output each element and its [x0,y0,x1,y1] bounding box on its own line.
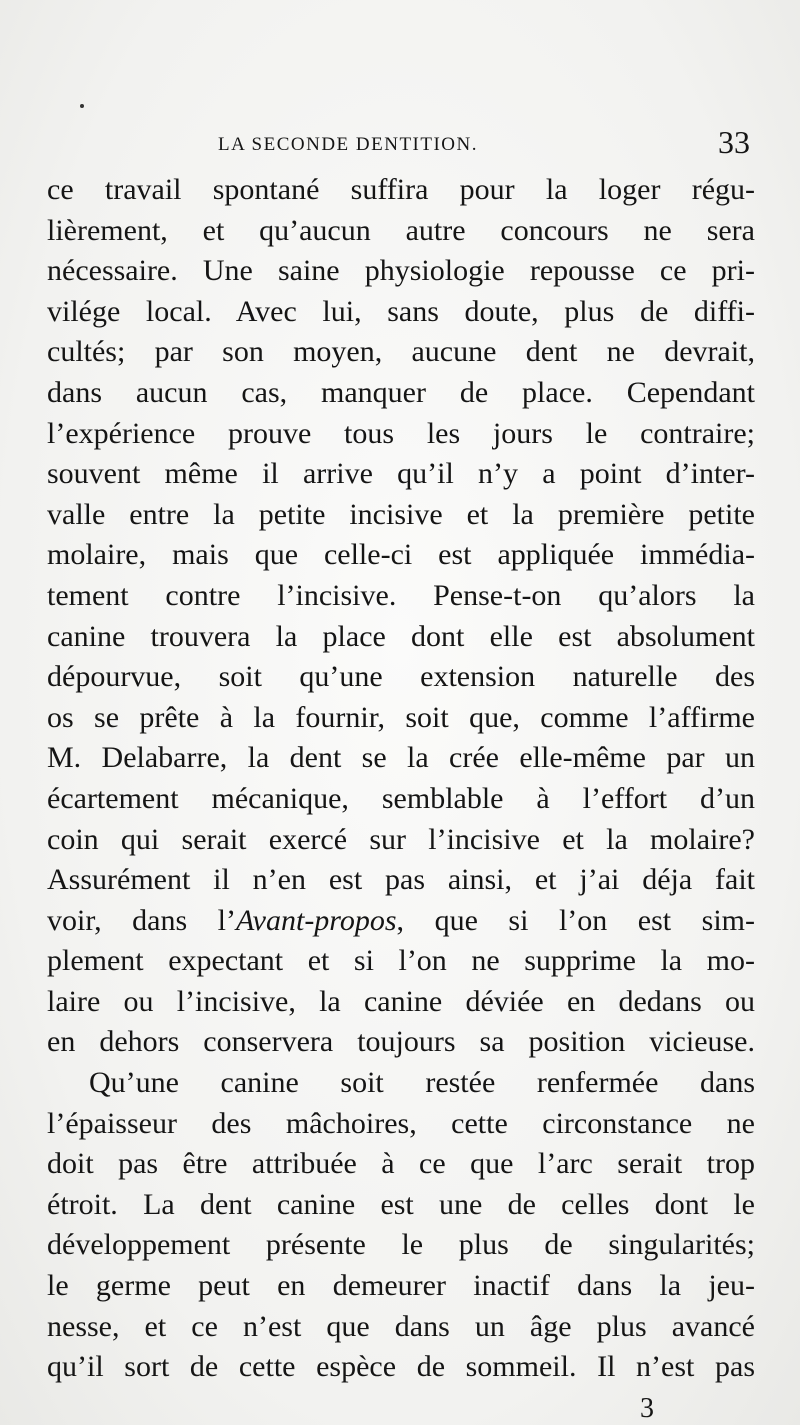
text-line: ce travail spontané suffira pour la loger régu- [47,173,755,206]
text-line: valle entre la petite incisive et la première petite [47,497,755,531]
text-line: molaire, mais que celle-ci est appliquée immédia- [47,538,755,572]
text-line: développement présente le plus de singularités; [47,1228,755,1262]
text-line: nécessaire. Une saine physiologie repousse ce pri- [47,254,755,288]
text-line: coin qui serait exercé sur l’incisive et la molaire? [47,822,755,856]
text-line: cultés; par son moyen, aucune dent ne devrait, [47,335,755,369]
ink-speck [80,104,84,108]
text-line: l’épaisseur des mâchoires, cette circonstance ne [47,1106,755,1140]
body-text [47,170,755,1388]
signature-mark: 3 [640,1393,654,1424]
text-line: os se prête à la fournir, soit que, comme l’affirme [47,700,755,734]
text-line: vilége local. Avec lui, sans doute, plus de diffi- [47,294,755,328]
page-number: 33 [718,124,750,160]
text-line: Assurément il n’en est pas ainsi, et j’ai déja fait [47,863,755,897]
text-line: doit pas être attribuée à ce que l’arc serait trop [47,1147,755,1181]
text-line: l’expérience prouve tous les jours le contraire; [47,416,755,450]
text-line: en dehors conservera toujours sa position vicieuse. [47,1025,755,1059]
paragraph-start-line: Qu’une canine soit restée renfermée dans [89,1066,755,1100]
text-line: M. Delabarre, la dent se la crée elle-même par un [47,741,755,775]
text-line: lièrement, et qu’aucun autre concours ne sera [47,213,755,247]
running-head [48,124,758,164]
text-line: le germe peut en demeurer inactif dans la jeu- [47,1269,755,1303]
text-line: canine trouvera la place dont elle est absolument [47,619,755,653]
text-line: dépourvue, soit qu’une extension naturelle des [47,660,755,694]
text-line: écartement mécanique, semblable à l’effort d’un [47,781,755,815]
text-line: plement expectant et si l’on ne supprime la mo- [47,944,755,978]
text-line: laire ou l’incisive, la canine déviée en dedans ou [47,984,755,1018]
text-line: étroit. La dent canine est une de celles dont le [47,1187,755,1221]
italic-title: Avant-propos [236,903,397,937]
text-line: dans aucun cas, manquer de place. Cependant [47,375,755,409]
text-line: tement contre l’incisive. Pense-t-on qu’alors la [47,578,755,612]
text-line-with-italic: voir, dans l’Avant-propos, que si l’on est sim- [47,903,755,937]
text-line: souvent même il arrive qu’il n’y a point d’inter- [47,457,755,491]
text-line: nesse, et ce n’est que dans un âge plus avancé [47,1309,755,1343]
running-title: LA SECONDE DENTITION. [218,134,479,155]
text-line: qu’il sort de cette espèce de sommeil. Il n’est pas [47,1350,755,1384]
